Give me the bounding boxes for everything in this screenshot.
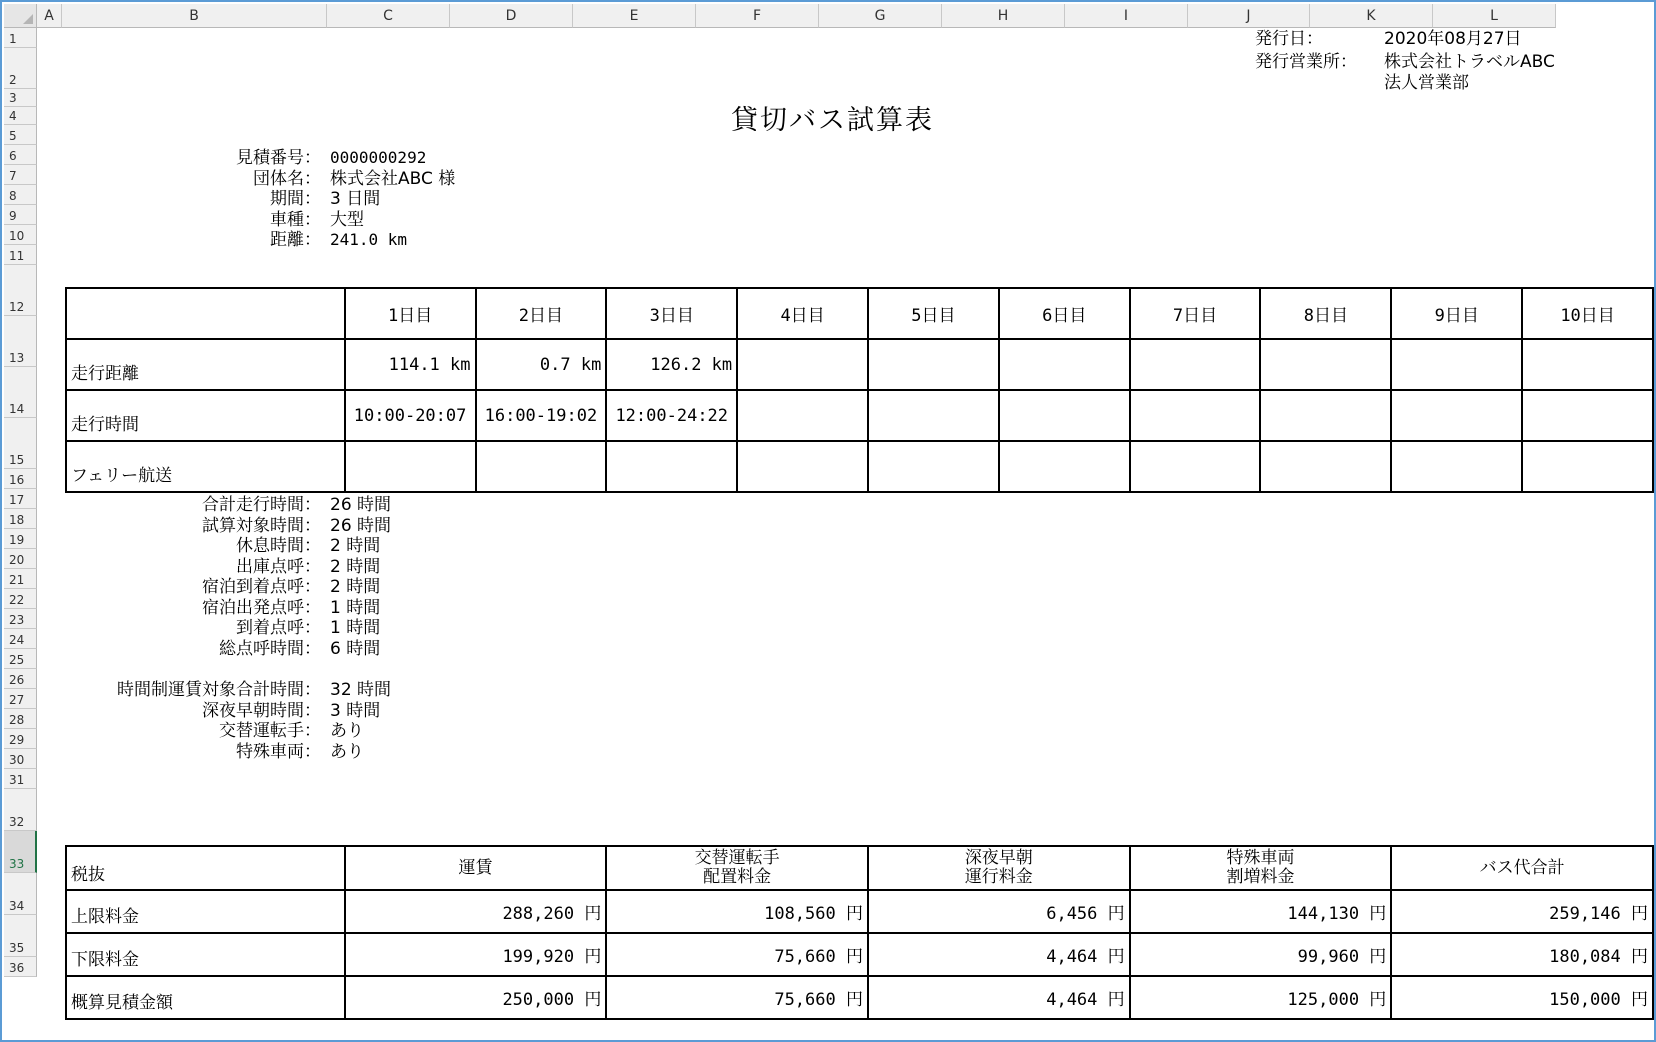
day-cell[interactable] <box>999 390 1130 441</box>
fee-cell[interactable]: 6,456 円 <box>868 890 1130 933</box>
row-header-8[interactable]: 8 <box>4 185 37 205</box>
day-header-4[interactable]: 4日目 <box>737 288 868 339</box>
fee-cell[interactable]: 4,464 円 <box>868 976 1130 1019</box>
table-row <box>66 441 1653 492</box>
day-cell[interactable] <box>737 441 868 492</box>
day-cell[interactable]: 12:00-24:22 <box>606 390 737 441</box>
column-header-h[interactable]: H <box>942 4 1065 28</box>
summary-label: 総点呼時間： <box>219 638 321 659</box>
column-header-a[interactable]: A <box>37 4 62 28</box>
fee-row-label[interactable]: 上限料金 <box>66 890 345 933</box>
day-header-6[interactable]: 6日目 <box>999 288 1130 339</box>
row-header-26[interactable]: 26 <box>4 669 37 689</box>
fee-cell[interactable]: 108,560 円 <box>606 890 868 933</box>
day-cell[interactable] <box>868 339 999 390</box>
day-header-10[interactable]: 10日目 <box>1522 288 1653 339</box>
fee-cell[interactable]: 199,920 円 <box>345 933 607 976</box>
column-header-e[interactable]: E <box>573 4 696 28</box>
fee-header-line: 特殊車両 <box>1226 848 1295 868</box>
row-header-28[interactable]: 28 <box>4 709 37 729</box>
row-header-19[interactable]: 19 <box>4 529 37 549</box>
fee-header-2[interactable] <box>606 846 868 890</box>
table-row <box>66 933 1653 976</box>
fee-header-row <box>66 846 1653 890</box>
fee-cell[interactable]: 259,146 円 <box>1391 890 1653 933</box>
row-headers <box>4 28 37 1040</box>
daily-schedule-table <box>65 287 1654 493</box>
summary-label: 深夜早朝時間： <box>202 700 321 721</box>
summary-label: 宿泊出発点呼： <box>202 597 321 618</box>
day-cell[interactable]: 10:00-20:07 <box>345 390 476 441</box>
row-header-4[interactable]: 4 <box>4 107 37 125</box>
fee-cell[interactable]: 75,660 円 <box>606 976 868 1019</box>
row-header-36[interactable]: 36 <box>4 957 37 977</box>
day-corner-cell[interactable] <box>66 288 345 339</box>
issue-date-label: 発行日： <box>1255 29 1323 49</box>
office-name: 株式会社トラベルABC <box>1384 52 1555 72</box>
summary-label: 合計走行時間： <box>202 495 321 515</box>
fee-table <box>65 845 1654 1020</box>
office-label: 発行営業所： <box>1255 52 1357 72</box>
row-header-25[interactable]: 25 <box>4 649 37 669</box>
info-label: 距離： <box>270 230 321 250</box>
day-cell[interactable]: 114.1 km <box>345 339 476 390</box>
summary-label: 試算対象時間： <box>202 515 321 536</box>
column-header-k[interactable]: K <box>1310 4 1433 28</box>
summary-value: 26 時間 <box>330 515 392 536</box>
fee-cell[interactable]: 144,130 円 <box>1130 890 1392 933</box>
day-header-8[interactable]: 8日目 <box>1260 288 1391 339</box>
row-header-1[interactable]: 1 <box>4 28 37 48</box>
day-header-7[interactable]: 7日目 <box>1130 288 1261 339</box>
row-header-35[interactable]: 35 <box>4 915 37 957</box>
day-cell[interactable] <box>606 441 737 492</box>
summary-label: 特殊車両： <box>236 741 321 762</box>
day-row-label[interactable]: フェリー航送 <box>66 441 345 492</box>
fee-cell[interactable]: 250,000 円 <box>345 976 607 1019</box>
day-cell[interactable] <box>1391 339 1522 390</box>
summary-value: 6 時間 <box>330 638 381 659</box>
day-cell[interactable] <box>999 339 1130 390</box>
summary-label: 交替運転手： <box>219 721 321 741</box>
row-header-27[interactable]: 27 <box>4 689 37 709</box>
day-cell[interactable] <box>868 390 999 441</box>
row-header-13[interactable]: 13 <box>4 316 37 367</box>
summary-value: 1 時間 <box>330 618 381 638</box>
column-header-l[interactable]: L <box>1433 4 1556 28</box>
day-cell[interactable] <box>1130 390 1261 441</box>
row-header-24[interactable]: 24 <box>4 629 37 649</box>
fee-cell[interactable]: 180,084 円 <box>1391 933 1653 976</box>
fee-corner-label[interactable]: 税抜 <box>66 846 345 890</box>
info-label: 見積番号： <box>236 148 321 168</box>
row-header-32[interactable]: 32 <box>4 789 37 831</box>
row-header-18[interactable]: 18 <box>4 509 37 529</box>
summary-value: 3 時間 <box>330 700 381 721</box>
row-header-21[interactable]: 21 <box>4 569 37 589</box>
issue-date-value: 2020年08月27日 <box>1384 29 1522 49</box>
fee-cell[interactable]: 150,000 円 <box>1391 976 1653 1019</box>
day-header-9[interactable]: 9日目 <box>1391 288 1522 339</box>
day-cell[interactable]: 0.7 km <box>476 339 607 390</box>
day-cell[interactable] <box>1391 390 1522 441</box>
column-header-d[interactable]: D <box>450 4 573 28</box>
page-title: 貸切バス試算表 <box>731 105 934 136</box>
fee-header-line: 交替運転手 <box>694 848 780 868</box>
info-label: 期間： <box>270 189 321 209</box>
fee-header-line: バス代合計 <box>1479 857 1565 878</box>
table-row <box>66 890 1653 933</box>
summary-value: 26 時間 <box>330 495 392 515</box>
info-label: 車種： <box>270 209 321 230</box>
row-header-34[interactable]: 34 <box>4 873 37 915</box>
day-cell[interactable] <box>1522 339 1653 390</box>
fee-cell[interactable]: 288,260 円 <box>345 890 607 933</box>
day-cell[interactable] <box>1260 339 1391 390</box>
table-row <box>66 339 1653 390</box>
summary-value: 32 時間 <box>330 680 392 700</box>
column-headers <box>4 4 1654 28</box>
fee-cell[interactable]: 99,960 円 <box>1130 933 1392 976</box>
day-cell[interactable] <box>999 441 1130 492</box>
row-header-16[interactable]: 16 <box>4 469 37 489</box>
row-header-29[interactable]: 29 <box>4 729 37 749</box>
summary-value: 2 時間 <box>330 536 381 556</box>
row-header-17[interactable]: 17 <box>4 489 37 509</box>
day-header-row <box>66 288 1653 339</box>
column-header-g[interactable]: G <box>819 4 942 28</box>
row-header-3[interactable]: 3 <box>4 89 37 107</box>
table-row <box>66 976 1653 1019</box>
row-header-14[interactable]: 14 <box>4 367 37 418</box>
day-header-3[interactable]: 3日目 <box>606 288 737 339</box>
row-header-9[interactable]: 9 <box>4 205 37 225</box>
day-cell[interactable]: 126.2 km <box>606 339 737 390</box>
fee-header-5[interactable] <box>1391 846 1653 890</box>
day-cell[interactable] <box>345 441 476 492</box>
fee-header-3[interactable] <box>868 846 1130 890</box>
row-header-7[interactable]: 7 <box>4 165 37 185</box>
day-cell[interactable] <box>1260 390 1391 441</box>
column-header-i[interactable]: I <box>1065 4 1188 28</box>
column-header-c[interactable]: C <box>327 4 450 28</box>
info-value: 大型 <box>330 209 364 230</box>
row-header-33[interactable]: 33 <box>4 831 37 873</box>
fee-header-line: 運賃 <box>458 857 493 878</box>
row-header-20[interactable]: 20 <box>4 549 37 569</box>
fee-row-label[interactable]: 下限料金 <box>66 933 345 976</box>
day-cell[interactable] <box>737 339 868 390</box>
summary-value: 1 時間 <box>330 597 381 618</box>
fee-cell[interactable]: 125,000 円 <box>1130 976 1392 1019</box>
column-header-j[interactable]: J <box>1188 4 1310 28</box>
fee-header-line: 深夜早朝 <box>964 848 1033 868</box>
row-header-12[interactable]: 12 <box>4 265 37 316</box>
day-cell[interactable] <box>1391 441 1522 492</box>
day-row-label[interactable]: 走行時間 <box>66 390 345 441</box>
fee-header-line: 配置料金 <box>703 867 772 887</box>
fee-cell[interactable]: 75,660 円 <box>606 933 868 976</box>
info-value: 241.0 km <box>330 230 408 249</box>
day-cell[interactable] <box>1522 390 1653 441</box>
info-value: 3 日間 <box>330 189 381 209</box>
summary-label: 時間制運賃対象合計時間： <box>117 680 321 700</box>
office-department: 法人営業部 <box>1384 73 1469 93</box>
day-cell[interactable] <box>1130 339 1261 390</box>
day-header-5[interactable]: 5日目 <box>868 288 999 339</box>
fee-header-line: 割増料金 <box>1226 867 1295 887</box>
day-header-2[interactable]: 2日目 <box>476 288 607 339</box>
day-cell[interactable] <box>737 390 868 441</box>
day-cell[interactable] <box>1522 441 1653 492</box>
table-row <box>66 390 1653 441</box>
day-cell[interactable]: 16:00-19:02 <box>476 390 607 441</box>
summary-label: 出庫点呼： <box>236 556 321 577</box>
day-cell[interactable] <box>1130 441 1261 492</box>
row-header-6[interactable]: 6 <box>4 145 37 165</box>
day-cell[interactable] <box>476 441 607 492</box>
row-header-5[interactable]: 5 <box>4 125 37 145</box>
day-cell[interactable] <box>868 441 999 492</box>
row-header-2[interactable]: 2 <box>4 48 37 89</box>
summary-value: 2 時間 <box>330 556 381 577</box>
summary-label: 休息時間： <box>236 536 321 556</box>
row-header-23[interactable]: 23 <box>4 609 37 629</box>
cell-area[interactable] <box>37 28 1654 1040</box>
column-header-b[interactable]: B <box>62 4 327 28</box>
column-header-f[interactable]: F <box>696 4 819 28</box>
worksheet <box>4 4 1654 1040</box>
row-header-11[interactable]: 11 <box>4 245 37 265</box>
summary-label: 宿泊到着点呼： <box>202 577 321 597</box>
row-header-31[interactable]: 31 <box>4 769 37 789</box>
day-header-1[interactable]: 1日目 <box>345 288 476 339</box>
day-cell[interactable] <box>1260 441 1391 492</box>
info-value: 株式会社ABC 様 <box>330 168 456 189</box>
summary-value: あり <box>330 721 364 741</box>
fee-header-line: 運行料金 <box>964 867 1033 887</box>
summary-value: あり <box>330 741 364 762</box>
fee-cell[interactable]: 4,464 円 <box>868 933 1130 976</box>
row-header-22[interactable]: 22 <box>4 589 37 609</box>
summary-label: 到着点呼： <box>236 618 321 638</box>
day-row-label[interactable]: 走行距離 <box>66 339 345 390</box>
summary-value: 2 時間 <box>330 577 381 597</box>
row-header-15[interactable]: 15 <box>4 418 37 469</box>
row-header-30[interactable]: 30 <box>4 749 37 769</box>
info-value: 0000000292 <box>330 148 427 167</box>
fee-header-4[interactable] <box>1130 846 1392 890</box>
row-header-10[interactable]: 10 <box>4 225 37 245</box>
fee-row-label[interactable]: 概算見積金額 <box>66 976 345 1019</box>
info-label: 団体名： <box>253 168 321 189</box>
fee-header-1[interactable] <box>345 846 607 890</box>
